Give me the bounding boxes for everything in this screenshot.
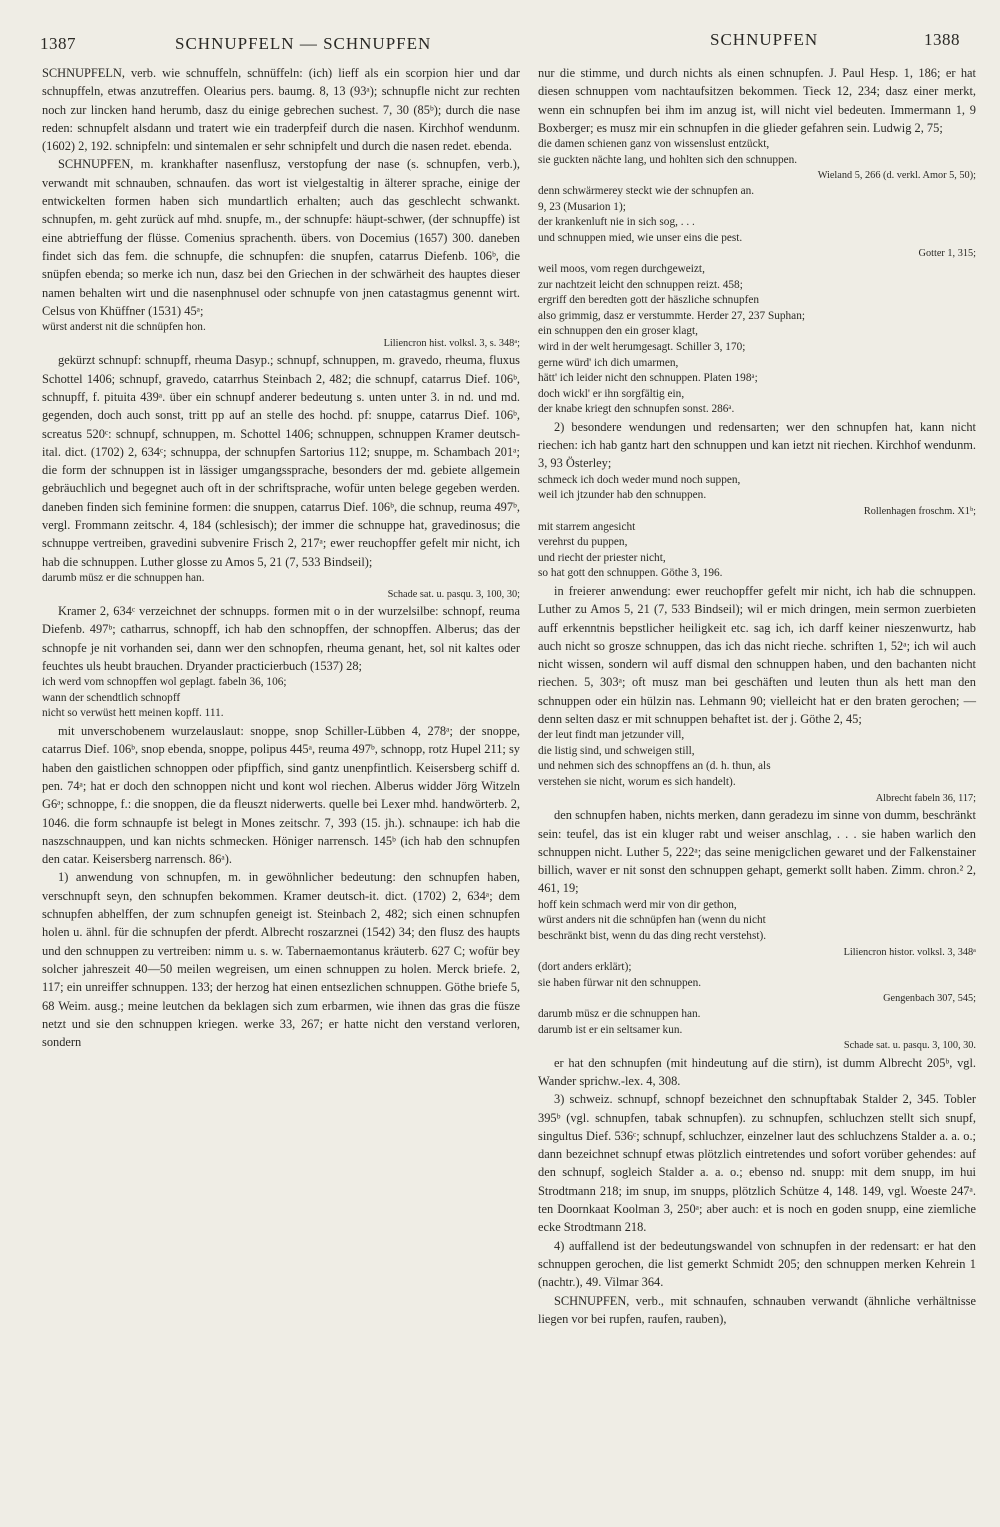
entry-paragraph: SCHNUPFEN, m. krankhafter nasenflusz, verstopfung der nase (s. schnupfen, verb.), verwandt mit schnauben, schnaufen. das wort ist vielgestaltig in älterer sprache, einige der entwickelten formen haben sich mundartlich erhalten; auch das geschlecht schwankt. schnupfen, m. geht zurück auf mhd. snupfe, m., der schnupfe: häupt-schwer, (der schnupffe) ist eine abtrieffung der flüsse. Comenius sprachenth. übers. von Docemius (1657) 300. daneben findet sich das fem. die schnupfe, die schnupfen: die snupfen, catarrus Diefenb. 106ᵇ, die snüpfen ebenda; so merke ich nun, dasz bei den Griechen in der schwärheit des hauptes dieser namen behalten wirt und die nasenphnusel oder schnupfe von jnen catastagmus genennt wirt. Celsus von Khüffner (1531) 45ᵃ; bbox=[42, 157, 520, 318]
quotation-line: so hat gott den schnuppen. Göthe 3, 196. bbox=[538, 567, 723, 580]
page-number-left: 1387 bbox=[40, 34, 76, 53]
quotation-source: Liliencron histor. volksl. 3, 348ᵃ bbox=[843, 946, 976, 958]
quotation-line: der leut findt man jetzunder vill, bbox=[538, 729, 685, 742]
quotation-block bbox=[538, 473, 976, 582]
entry-paragraph: SCHNUPFELN, verb. wie schnuffeln, schnüffeln: (ich) lieff als ein scorpion hier und dar schnupffeln, etwas anzutreffen. Olearius pers. baumg. 8, 13 (93ᵃ); schnupfle nicht zur rechten noch zur lincken hand herumb, dasz du einige gebrechen suchest. 7, 30 (85ᵇ); durch die nase reden: schnupfelt alsdann und tratert wie ein traderpfeif durch die nasen. Kirchhof wendunm. (1602) 2, 192. schnipfeln: und sintemalen er sehr schnipfelt und durch die nasen redet. ebenda. bbox=[42, 66, 520, 154]
entry-paragraph: 3) schweiz. schnupf, schnopf bezeichnet den schnupftabak Stalder 2, 345. Tobler 395ᵇ (vgl. schnupfen, tabak schnupfen). zu schnupfen, schluchzen stellt sich snupf, singultus Dief. 536ᶜ; schnupf, schluchzer, einzelner laut des schluchzens Stalder a. a. o.; dann bezeichnet schnupf etwas plötzlich eintretendes und sofort vorüber gehendes: auf den schnupf, sogleich Stalder a. a. o.; ebenso nd. snupp: mit dem snupp, im hui Strodtmann 218; im snup, im snupps, plötzlich Schütze 4, 148. 149, vgl. Woeste 247ᵃ. ten Doornkaat Koolman 3, 250ᵃ; aber auch: et is noch en goden snupp, eine ziemliche ecke Strodtmann 218. bbox=[538, 1092, 976, 1235]
quotation-line: sie guckten nächte lang, und hohlten sich den schnuppen. bbox=[538, 153, 798, 166]
running-header bbox=[0, 22, 1000, 56]
quotation-line: weil ich jtzunder hab den schnuppen. bbox=[538, 489, 707, 502]
entry-paragraph: in freierer anwendung: ewer reuchopffer gefelt mir nicht, ich hab die schnuppen. Luther zu Amos 5, 21 (7, 533 Bindseil); wil er mich dringen, mein sermon zuerbieten auff erkenntnis bepstlicher heiligkeit etc. sag ich, ich darff keiner nieszenwurtz, hab auch nicht so grosze schnuppen, das ich das nicht rieche. schriften 1, 52ᵃ; ich wil auch nicht wissen, sondern wil auff dismal den schnuppen haben, und den bachanten nicht riechen. 5, 303ᵃ; oft musz man bei geschäften und leuten thun als hett man den schnuppen oder ein hülzin nas. Lehmann 90; vielleicht hat er den braten gerochen; — denn selten dasz er mit schnuppen behaftet ist. der j. Göthe 2, 45; bbox=[538, 583, 976, 726]
quotation-line: die listig sind, und schweigen still, bbox=[538, 744, 695, 757]
quotation-line: wann der schendtlich schnopff bbox=[42, 691, 181, 704]
quotation-source: Albrecht fabeln 36, 117; bbox=[875, 792, 976, 804]
quotation-line: 9, 23 (Musarion 1); bbox=[538, 200, 626, 213]
quotation-line: (dort anders erklärt); bbox=[538, 961, 632, 974]
quotation-line: ergriff den beredten gott der häszliche schnupfen bbox=[538, 294, 760, 307]
quotation-line: schmeck ich doch weder mund noch suppen, bbox=[538, 473, 741, 486]
quotation-line: weil moos, vom regen durchgeweizt, bbox=[538, 262, 705, 275]
entry-paragraph: 4) auffallend ist der bedeutungswandel von schnupfen in der redensart: er hat den schnuppen gerochen, die list gemerkt Schmidt 205; den schnuppen merken Kehrein 1 (nachtr.), 49. Vilmar 364. bbox=[538, 1238, 976, 1290]
entry-paragraph: 1) anwendung von schnupfen, m. in gewöhnlicher bedeutung: den schnupfen haben, verschnupft seyn, den schnupfen bekommen. Kramer deutsch-it. dict. (1702) 2, 634ᵃ; dem schnupfen abhelffen, der zum schnupfen geneigt ist. Steinbach 2, 482; sich einen schnupfen holen u. ähnl. für die schnupfen der pferdt. Albrecht roszarznei (1542) 34; den flusz des haupts und den schnuppen zu vertreiben: nimm u. s. w. Tabernaemontanus kräuterb. 627 C; wofür bey solcher jahreszeit 40—50 meilen wegreisen, um einen schnuppen zu holen. Merck briefe. 2, 117; ein unreiffer schnuppen. 133; der herzog hat einen entsezlichen schnuppen. Göthe briefe 5, 68 Weim. ausg.; meine leutchen da beklagen sich zum erbarmen, wie ihnen das gras die füsze netzt und sie den schnuppen kriegen. werke 33, 267; er hatte nicht den verstand verloren, sondern bbox=[42, 870, 520, 1050]
quotation-source: Rollenhagen froschm. X1ᵇ; bbox=[863, 505, 976, 517]
quotation-line: und schnuppen mied, wie unser eins die pest. bbox=[538, 231, 743, 244]
quotation-block bbox=[42, 320, 520, 351]
quotation-line: denn schwärmerey steckt wie der schnupfen an. bbox=[538, 184, 755, 197]
page-number-right: 1388 bbox=[924, 30, 960, 49]
entry-paragraph: SCHNUPFEN, verb., mit schnaufen, schnauben verwandt (ähnliche verhältnisse liegen vor bei rupfen, raufen, rauben), bbox=[538, 1293, 976, 1326]
quotation-line: und riecht der priester nicht, bbox=[538, 551, 666, 564]
entry-paragraph: mit unverschobenem wurzelauslaut: snoppe, snop Schiller-Lübben 4, 278ᵃ; der snoppe, catarrus Dief. 106ᵇ, snop ebenda, snoppe, polipus 445ᵃ, reuma 497ᵇ, schnopp, rotz Hupel 211; sy haben den gaistlichen schnoppen oder pfipffich, sind gantz unenpfintlich. Keisersberg schiff d. pen. 74ᵃ; hat er doch den schnoppen nicht und kont wol riechen. Alberus widder Jörg Witzeln G6ᵃ; schnoppe, f.: die snoppen, die da fleuszt niderwerts. quelle bei Lexer mhd. handwörterb. 2, 1046. die form schnaupfe ist belegt in Mones zeitschr. 7, 393 (15. jh.). schnaupe: ich hab die naszschnauppen, und kan nichts schmecken. Höniger narrensch. 145ᵇ (ich hab den schnupfen den catar. Keisersberg narrensch. 86ᵃ). bbox=[42, 724, 520, 867]
quotation-line: mit starrem angesicht bbox=[538, 520, 636, 533]
entry-paragraph: den schnupfen haben, nichts merken, dann geradezu im sinne von dumm, beschränkt sein: teufel, das ist ein kluger rabt und weiser anschlag, . . . sie haben warlich den schnuppen nicht. Luther 5, 222ᵃ; das seine menigclichen gewaret und der Falkenstainer billich, waver er nit sonst den schnuppen gehapt, gemerkt sollt haben. Zimm. chron.² 2, 461, 19; bbox=[538, 808, 976, 896]
quotation-line: der krankenluft nie in sich sog, . . . bbox=[538, 216, 695, 229]
quotation-line: zur nachtzeit leicht den schnuppen reizt. 458; bbox=[538, 278, 743, 291]
quotation-line: also grimmig, dasz er verstummte. Herder 27, 237 Suphan; bbox=[538, 309, 805, 322]
quotation-line: hoff kein schmach werd mir von dir gethon, bbox=[538, 898, 737, 911]
quotation-line: sie haben fürwar nit den schnuppen. bbox=[538, 976, 702, 989]
quotation-line: gerne würd' ich dich umarmen, bbox=[538, 356, 679, 369]
quotation-source: Schade sat. u. pasqu. 3, 100, 30; bbox=[387, 588, 520, 600]
quotation-line: und nehmen sich des schnopffens an (d. h. thun, als bbox=[538, 760, 771, 773]
quotation-source: Schade sat. u. pasqu. 3, 100, 30. bbox=[843, 1040, 976, 1052]
quotation-line: wird in der welt herumgesagt. Schiller 3, 170; bbox=[538, 340, 746, 353]
quotation-line: verstehen sie nicht, worum es sich handelt). bbox=[538, 776, 736, 789]
quotation-line: ich werd vom schnopffen wol geplagt. fabeln 36, 106; bbox=[42, 676, 287, 689]
headword-left: SCHNUPFELN — SCHNUPFEN bbox=[175, 34, 432, 53]
left-column bbox=[42, 64, 520, 1051]
quotation-block bbox=[538, 215, 976, 418]
quotation-line: der knabe kriegt den schnupfen sonst. 286ᵃ. bbox=[538, 403, 735, 416]
quotation-line: darumb müsz er die schnuppen han. bbox=[538, 1007, 701, 1020]
entry-paragraph: nur die stimme, und durch nichts als einen schnupfen. J. Paul Hesp. 1, 186; er hat diesen schnuppen vom nachtaufsitzen bekommen. Tieck 12, 234; dasz einer merkt, wenn ein schnupfen bei ihm im anzug ist, will nicht viel bedeuten. Immermann 1, 9 Boxberger; es musz mir ein schnupfen in die glieder gefahren sein. Ludwig 2, 75; bbox=[538, 66, 976, 135]
entry-paragraph: Kramer 2, 634ᶜ verzeichnet der schnupps. formen mit o in der wurzelsilbe: schnopf, reuma Diefenb. 497ᵇ; catharrus, schnopff, ich hab den schnopffen, der schnopffen. Alberus; das der schnopfe je nit vorhanden sei, dann wer den schnopfen, rheuma genant, het, sol nit kaltes oder feuchtes uls heubt brauchen. Dryander practicierbuch (1537) 28; bbox=[42, 604, 520, 673]
headword-right: SCHNUPFEN bbox=[710, 30, 819, 49]
quotation-block bbox=[42, 675, 520, 722]
entry-paragraph: gekürzt schnupf: schnupff, rheuma Dasyp.; schnupf, schnuppen, m. gravedo, rheuma, fluxus Schottel 1406; schnupf, gravedo, catarrhus Steinbach 2, 482; die schnupf, catarrus Dief. 106ᵇ, schnupff, f. pituita 439ᵃ. über ein schnupf anderer bedeutung s. unten unter 3. in nd. und md. gegenden, doch auch sonst, tritt pp auf an stelle des hochd. pf: snuppe, catarrus Dief. 106ᵇ, screatus 520ᶜ: schnupf, schnuppen, m. Schottel 1406; schnuppen, schnuppen Kramer deutsch-ital. dict. (1702) 2, 634ᶜ; schnuppa, der schnupfen Sartorius 112; snuppe, m. Schambach 201ᵃ; die form der schnuppen ist in lässiger umgangssprache, besonders der md. gebiete allgemein gebräuchlich und begegnet auch oft in der schriftsprache, wofür unten belege gegeben werden. daneben finden sich feminine formen: die snuppen, catarrus Dief. 106ᵇ, die schnup, reuma 497ᵇ, vergl. Frommann zeitschr. 4, 184 (schlesisch); der immer die schnuppe hat, gravedinosus; die schnuppe vertreiben, gravedini subvenire Frisch 2, 217ᵃ; ewer reuchopffer gefelt mir nicht, ich hab die schnuppen. Luther glosse zu Amos 5, 21 (7, 533 Bindseil); bbox=[42, 353, 520, 569]
quotation-line: beschränkt bist, wenn du das ding recht verstehst). bbox=[538, 929, 767, 942]
quotation-line: die damen schienen ganz von wissenslust entzückt, bbox=[538, 138, 770, 151]
quotation-line: verehrst du puppen, bbox=[538, 536, 628, 549]
quotation-line: darumb ist er ein seltsamer kun. bbox=[538, 1023, 683, 1036]
quotation-block bbox=[538, 728, 976, 806]
quotation-source: Wieland 5, 266 (d. verkl. Amor 5, 50); bbox=[817, 170, 976, 182]
quotation-line: würst anders nit die schnüpfen han (wenn du nicht bbox=[538, 914, 766, 927]
quotation-block bbox=[538, 137, 976, 215]
quotation-source: Gengenbach 307, 545; bbox=[883, 993, 976, 1005]
right-column bbox=[538, 64, 976, 1328]
quotation-line: würst anderst nit die schnüpfen hon. bbox=[42, 321, 206, 334]
quotation-block bbox=[42, 571, 520, 602]
entry-paragraph: er hat den schnupfen (mit hindeutung auf die stirn), ist dumm Albrecht 205ᵇ, vgl. Wander sprichw.-lex. 4, 308. bbox=[538, 1055, 976, 1088]
entry-paragraph: 2) besondere wendungen und redensarten; wer den schnupfen hat, kann nicht riechen: ich hab gantz hart den schnuppen und kan ietzt nit riechen. Kirchhof wendunm. 3, 93 Österley; bbox=[538, 419, 976, 471]
quotation-line: nicht so verwüst hett meinen kopff. 111. bbox=[42, 707, 224, 720]
quotation-line: hätt' ich leider nicht den schnuppen. Platen 198ᵃ; bbox=[538, 372, 758, 385]
quotation-block bbox=[538, 898, 976, 1054]
quotation-line: ein schnuppen den ein groser klagt, bbox=[538, 325, 698, 338]
quotation-source: Gotter 1, 315; bbox=[918, 248, 976, 260]
quotation-line: doch wickl' er ihn sorgfältig ein, bbox=[538, 387, 685, 400]
quotation-line: darumb müsz er die schnuppen han. bbox=[42, 571, 205, 584]
quotation-source: Liliencron hist. volksl. 3, s. 348ᵃ; bbox=[383, 337, 520, 349]
